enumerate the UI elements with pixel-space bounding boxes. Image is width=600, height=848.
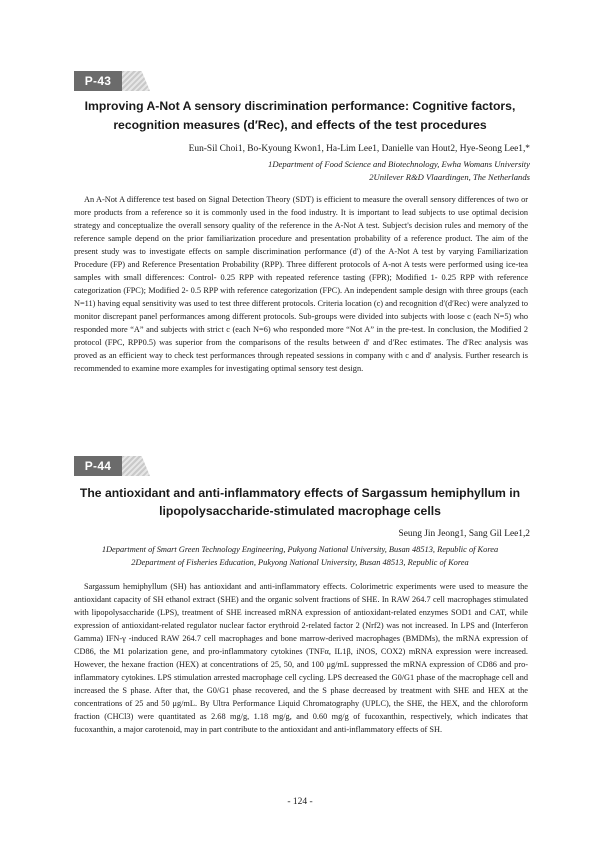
poster-tag-p43-stripe [122,71,150,91]
p44-title-line2: lipopolysaccharide-stimulated macrophage cells [159,504,441,518]
p43-abstract: An A-Not A difference test based on Signal Detection Theory (SDT) is efficient to measure the overall sensory differences of two or more products from a reference so it is commonly used in the food industry. It is important to lead subjects to use optimal decision strategy and conceptualize the overall sensory quality of the reference in the A-Not A test. Subject's decision rules and memory of the reference sample depend on the prior familiarization procedure and presentation probability of a reference product. The aim of the present study was to investigate effects on sample discrimination performance (d′) of the A-Not A test by varying Familiarization Procedure (FP) and Reference Presentation Probability (RPP). Three different protocols of A-not A tests were performed using ice-tea samples with small differences: Control- 0.25 RPP with repeated reference tasting (FPR); Modified 1- 0.25 RPP with reference categorization (FPC); Modified 2- 0.5 RPP with reference categorization (FPC). An independent sample design with three groups (each N=11) having equal sensitivity was used to test three different protocols. Criteria location (c) and recognition d′(d′Rec) were analyzed to monitor discrepant panel performances among different protocols. Sub-groups were divided into subjects with loose c (each N=5) who responded more “A” and subjects with strict c (each N=6) who responded more “Not A” in the pre-test. In conclusion, the Modified 2 protocol (FPC, RPP0.5) was superior from the comparisons of the results between d′ and d′Rec estimates. The d′Rec analysis was proved as an efficient way to check test performances through repeated sessions in company with c and d′ analysis. Further research is recommended to examine more examples for investigating optimal sensory test design. [74,195,528,373]
p43-affiliation-2: 2Unilever R&D Vlaardingen, The Netherlands [369,172,530,182]
poster-tag-p44-stripe [122,456,150,476]
p43-title-line1: Improving A-Not A sensory discrimination performance: Cognitive factors, [84,99,516,113]
p43-authors: Eun-Sil Choi1, Bo-Kyoung Kwon1, Ha-Lim Lee1, Danielle van Hout2, Hye-Seong Lee1,* [188,144,530,154]
p44-abstract: Sargassum hemiphyllum (SH) has antioxidant and anti-inflammatory effects. Colorimetric experiments were used to measure the antioxidant capacity of SH ethanol extract (SHE) and the organic solvent fractions of SHE. In RAW 264.7 cell macrophages stimulated with lipopolysaccharide (LPS), treatment of SHE increased mRNA expression of antioxidant-related enzymes SOD1 and CAT, while expression of antioxidant-related regulator nuclear factor erythroid 2-related factor 2 (Nrf2) was not increased. In LPS and (Interferon Gamma) IFN-γ -induced RAW 264.7 cell macrophages and bone marrow-derived macrophages (BMDMs), the mRNA expression of CD86, the M1 polarization gene, and pro-inflammatory cytokines (TNFα, IL1β, iNOS, COX2) mRNA expression were increased. However, the hexane fraction (HEX) at concentrations of 25, 50, and 100 μg/mL suppressed the mRNA expression of CD86 and pro-inflammatory cytokines. LPS stimulation arrested macrophage cell cycling. LPS decreased the G0/G1 phase of the macrophage cell and increased the S phase. After that, the G0/G1 phase recovered, and the S phase decreased by treatment with SHE and HEX at the concentrations of 25 and 50 μg/mL. By Ultra Performance Liquid Chromatography (UPLC), the SHE, the HEX, and the chloroform fraction (CHCl3) were quantitated as 2.68 mg/g, 1.18 mg/g, and 0.60 mg/g of fucoxanthin, respectively, which indicates that fucoxanthin, a major carotenoid, may in part contribute to the antioxidant and anti-inflammatory effects of SH. [74,582,528,734]
poster-tag-p43: P-43 [74,71,122,91]
p43-title-line2: recognition measures (d′Rec), and effects of the test procedures [113,118,487,132]
p44-title-line1: The antioxidant and anti-inflammatory effects of Sargassum hemiphyllum in [79,486,521,500]
p43-affiliation-1: 1Department of Food Science and Biotechnology, Ewha Womans University [268,159,530,169]
page-number: - 124 - [287,797,313,807]
p44-affiliation-1: 1Department of Smart Green Technology Engineering, Pukyong National University, Busan 48513, Republic of Korea [101,545,499,554]
p44-authors: Seung Jin Jeong1, Sang Gil Lee1,2 [398,529,530,539]
p44-affiliation-2: 2Department of Fisheries Education, Pukyong National University, Busan 48513, Republic of Korea [131,558,469,567]
poster-tag-p44: P-44 [74,456,122,476]
